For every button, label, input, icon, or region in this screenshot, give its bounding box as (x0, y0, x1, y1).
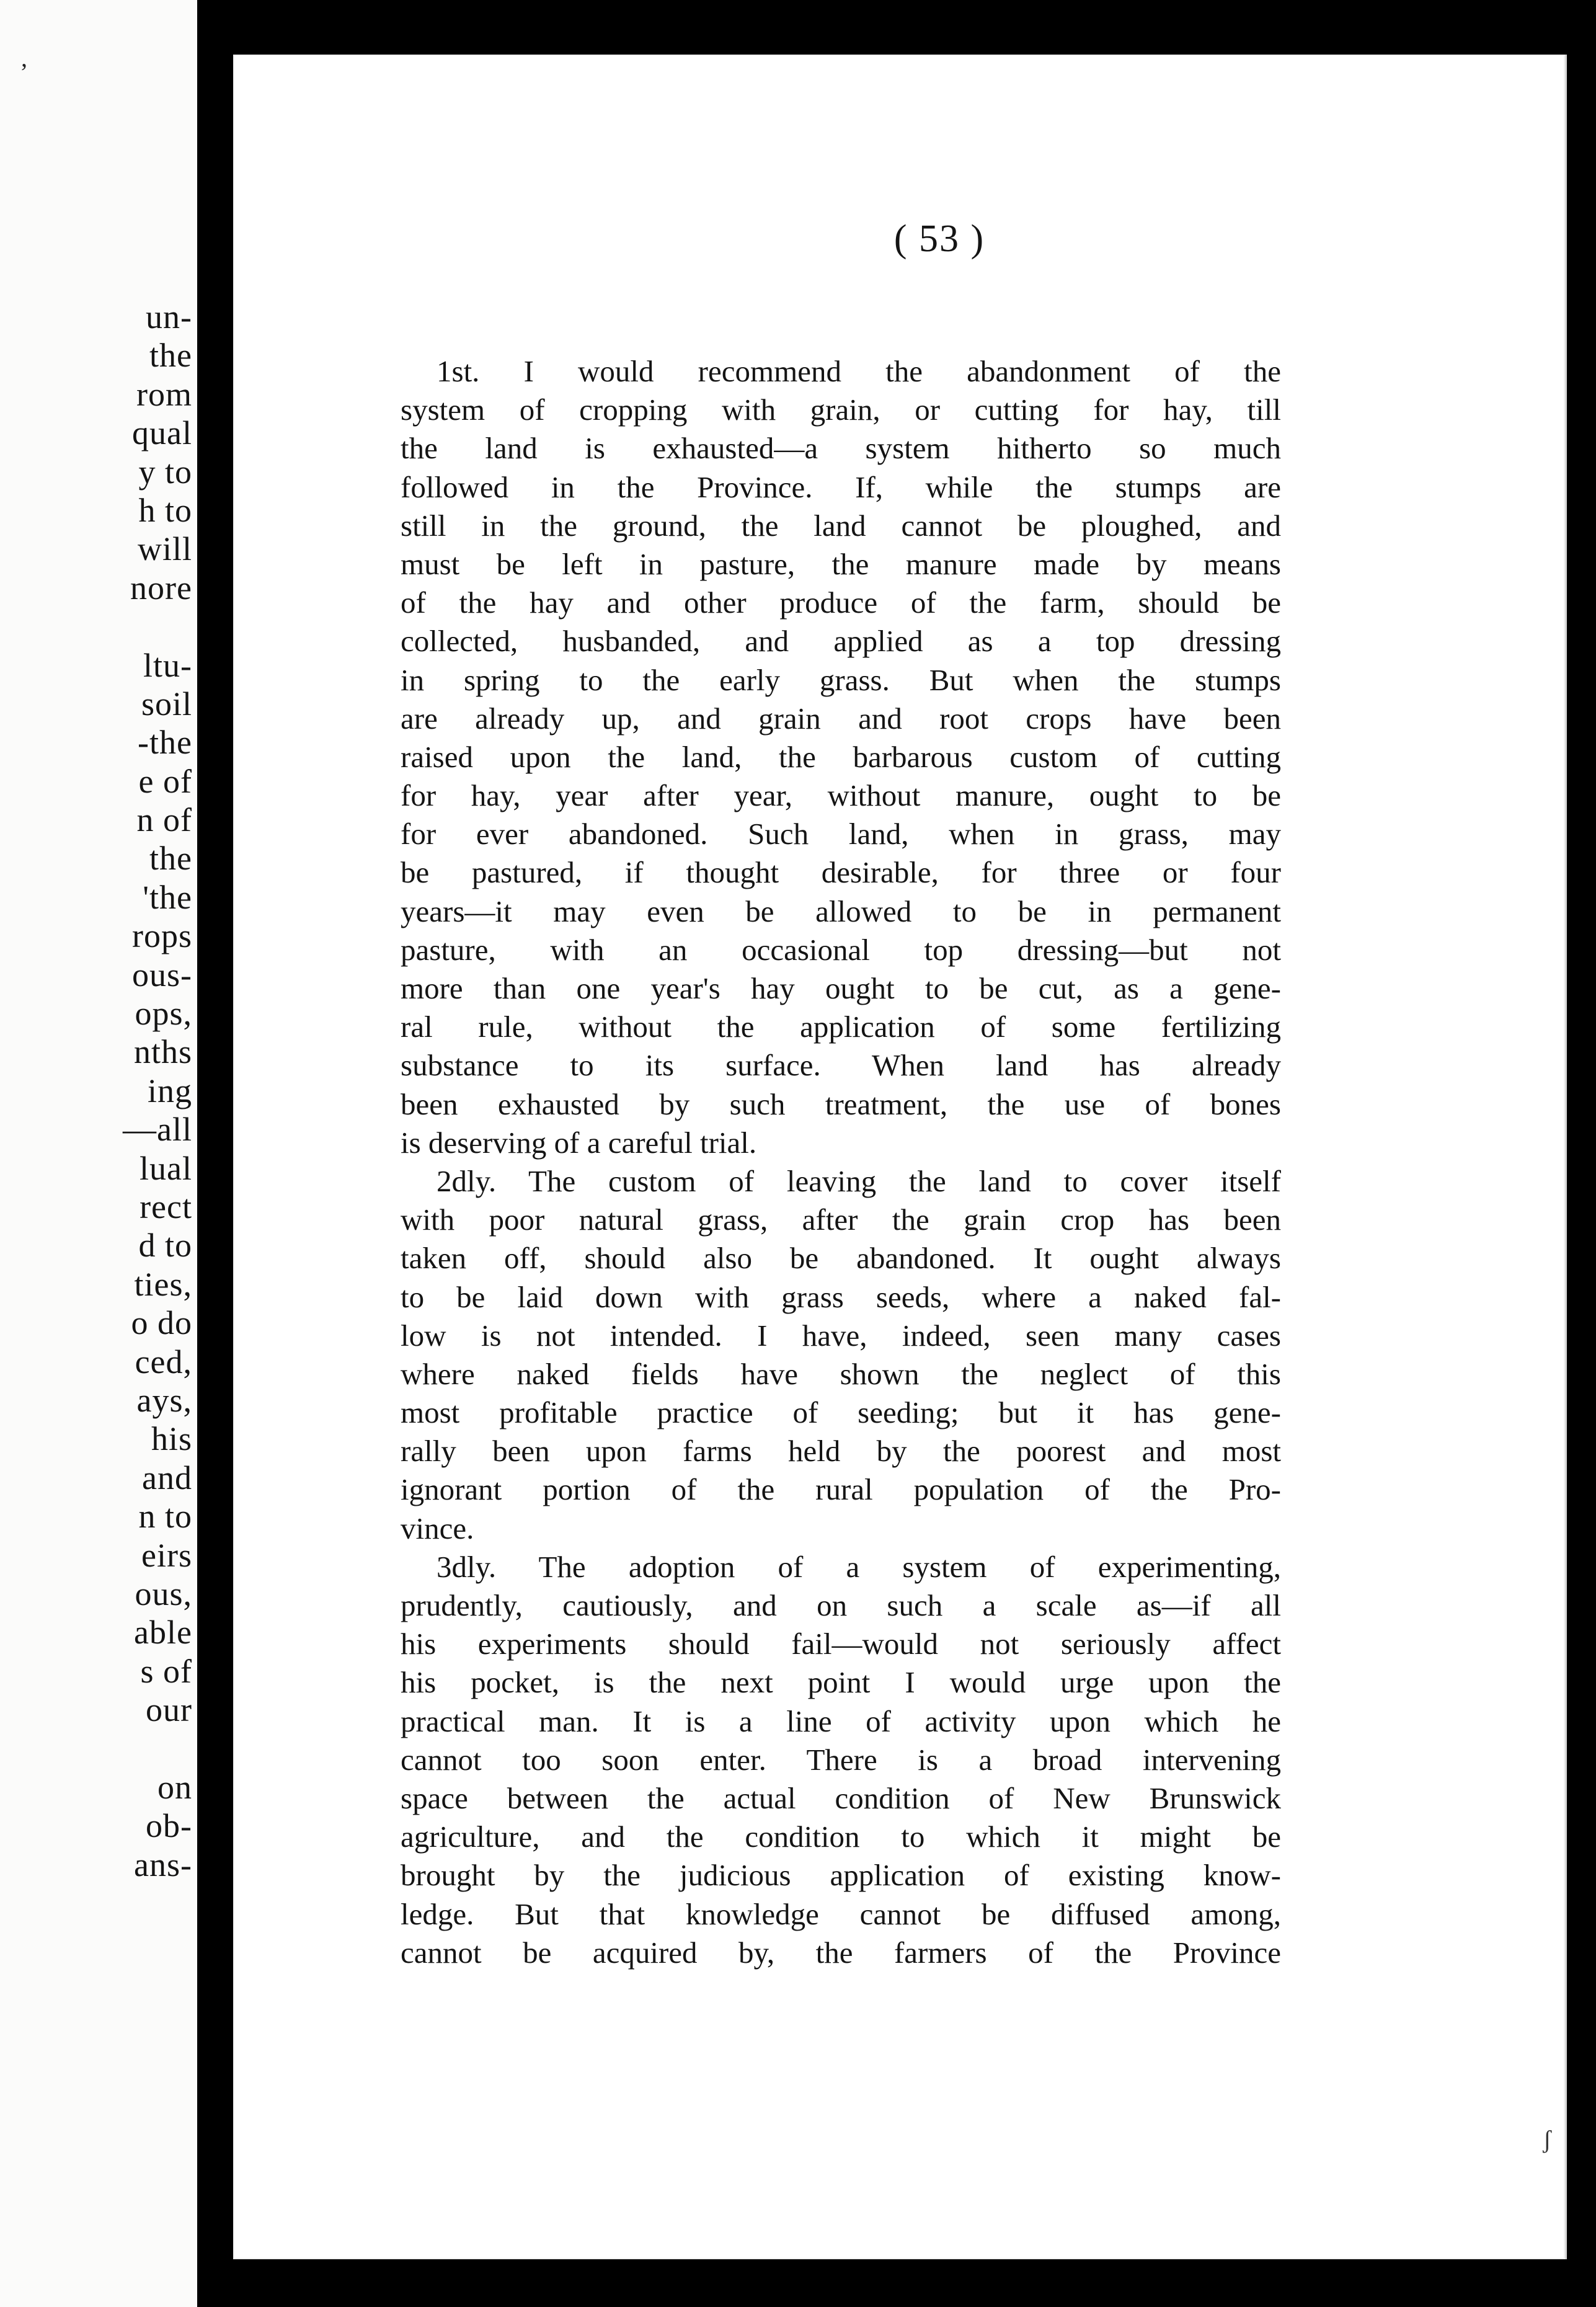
left-fragment-line: rect (140, 1188, 192, 1225)
left-fragment-line: lual (140, 1149, 192, 1187)
text-line: for ever abandoned. Such land, when in grass, may (401, 817, 1281, 851)
left-fragment-line: ltu- (143, 646, 192, 684)
text-line: system of cropping with grain, or cutting for hay, till (401, 393, 1281, 427)
left-fragment-line: ties, (134, 1265, 192, 1303)
text-line: to be laid down with grass seeds, where a naked fal- (401, 1279, 1281, 1314)
page (233, 55, 1567, 2259)
text-line: with poor natural grass, after the grain crop has been (401, 1202, 1281, 1237)
text-line: taken off, should also be abandoned. It ought always (401, 1241, 1281, 1276)
text-line: prudently, cautiously, and on such a scale as—if all (401, 1588, 1281, 1622)
text-line: space between the actual condition of New Brunswick (401, 1780, 1281, 1815)
text-line: cannot too soon enter. There is a broad intervening (401, 1742, 1281, 1777)
left-fragment-line: e of (138, 762, 192, 800)
text-line: are already up, and grain and root crops have been (401, 701, 1281, 736)
left-fragment-line: ced, (135, 1343, 192, 1380)
text-line: in spring to the early grass. But when the stumps (401, 662, 1281, 697)
left-fragment-line: rom (136, 375, 192, 413)
left-fragment-line: n to (138, 1498, 192, 1536)
left-fragment-line: ous- (132, 956, 192, 993)
left-fragment-line: able (134, 1614, 192, 1651)
left-fragment-line: ous, (135, 1575, 192, 1612)
text-line: collected, husbanded, and applied as a top dressing (401, 624, 1281, 659)
text-line: practical man. It is a line of activity upon which he (401, 1704, 1281, 1738)
left-fragment-line: on (157, 1768, 192, 1806)
page-number: ( 53 ) (893, 218, 985, 260)
left-fragment-line: y to (138, 453, 192, 491)
left-fragment-line: eirs (141, 1536, 192, 1574)
left-fragment-line: ing (147, 1072, 192, 1109)
left-fragment-line: o do (131, 1304, 192, 1342)
page-corner-mark: ʃ (1543, 2125, 1551, 2153)
left-fragment-line: will (137, 530, 192, 568)
text-line: followed in the Province. If, while the stumps are (401, 469, 1281, 504)
left-fragment-line: rops (132, 917, 192, 955)
left-fragment-line: ops, (135, 995, 192, 1033)
left-fragment-line: s of (140, 1652, 192, 1690)
left-page-line-fragments (6, 298, 192, 1884)
left-fragment-line: ans- (134, 1846, 192, 1883)
left-page-mark: , (21, 44, 27, 72)
text-line: cannot be acquired by, the farmers of the Province (401, 1935, 1281, 1970)
left-fragment-line: soil (141, 685, 192, 722)
left-fragment-line: our (146, 1691, 192, 1729)
text-line: is deserving of a careful trial. (401, 1125, 757, 1160)
text-line: 3dly. The adoption of a system of experimenting, (437, 1549, 1281, 1584)
text-line: be pastured, if thought desirable, for three or four (401, 855, 1281, 890)
text-line: agriculture, and the condition to which it might be (401, 1820, 1281, 1854)
text-line: more than one year's hay ought to be cut, as a gene- (401, 971, 1281, 1005)
text-line: his pocket, is the next point I would urge upon the (401, 1665, 1281, 1700)
text-line: raised upon the land, the barbarous custom of cutting (401, 739, 1281, 774)
text-line: the land is exhausted—a system hitherto so much (401, 431, 1281, 466)
text-line: 1st. I would recommend the abandonment of the (437, 354, 1281, 388)
left-fragment-line (6, 607, 192, 646)
left-fragment-line: -the (138, 724, 192, 762)
text-line: where naked fields have shown the neglect of this (401, 1356, 1281, 1391)
left-fragment-line: qual (132, 414, 192, 452)
left-fragment-line (6, 1729, 192, 1767)
left-fragment-line: n of (136, 801, 192, 839)
text-line: ledge. But that knowledge cannot be diffused among, (401, 1896, 1281, 1931)
text-line: been exhausted by such treatment, the use of bones (401, 1087, 1281, 1121)
left-fragment-line: the (149, 840, 192, 878)
text-line: his experiments should fail—would not seriously affect (401, 1627, 1281, 1661)
text-line: years—it may even be allowed to be in permanent (401, 894, 1281, 928)
left-fragment-line: 'the (143, 878, 192, 916)
text-line: substance to its surface. When land has already (401, 1048, 1281, 1083)
left-fragment-line: nths (133, 1033, 192, 1071)
text-line: rally been upon farms held by the poorest and most (401, 1434, 1281, 1469)
text-line: of the hay and other produce of the farm, should be (401, 585, 1281, 620)
text-line: low is not intended. I have, indeed, seen many cases (401, 1318, 1281, 1353)
text-line: ral rule, without the application of some fertilizing (401, 1010, 1281, 1044)
text-line: still in the ground, the land cannot be ploughed, and (401, 508, 1281, 543)
body-text (401, 352, 1281, 1972)
text-line: 2dly. The custom of leaving the land to cover itself (437, 1163, 1281, 1198)
left-fragment-line: nore (130, 569, 192, 607)
left-fragment-line: d to (138, 1227, 192, 1265)
text-line: vince. (401, 1511, 474, 1545)
text-line: for hay, year after year, without manure, ought to be (401, 778, 1281, 813)
book-gutter (197, 0, 233, 2307)
left-fragment-line: ays, (136, 1381, 192, 1419)
left-fragment-line: the (149, 337, 192, 375)
text-line: brought by the judicious application of existing know- (401, 1858, 1281, 1893)
left-fragment-line: —all (123, 1111, 192, 1149)
left-fragment-line: ob- (146, 1807, 192, 1845)
text-line: must be left in pasture, the manure made by means (401, 546, 1281, 581)
previous-page-fragment (0, 0, 197, 2307)
text-line: most profitable practice of seeding; but it has gene- (401, 1395, 1281, 1430)
left-fragment-line: h to (138, 491, 192, 529)
left-fragment-line: and (142, 1459, 192, 1496)
text-line: ignorant portion of the rural population of the Pro- (401, 1472, 1281, 1507)
text-line: pasture, with an occasional top dressing—but not (401, 932, 1281, 967)
left-fragment-line: un- (146, 298, 192, 336)
left-fragment-line: his (151, 1420, 192, 1458)
